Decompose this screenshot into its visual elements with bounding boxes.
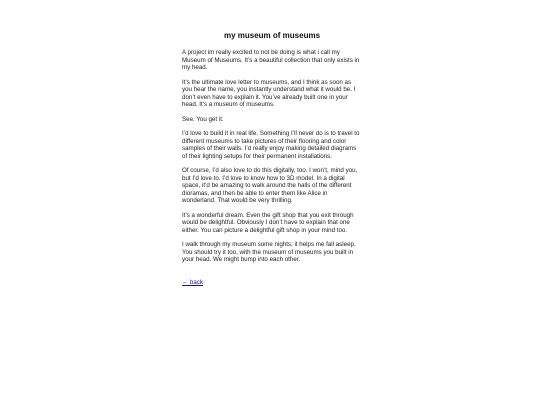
paragraph-walk-through: I walk through my museum some nights; it helps me fall asleep. You should try it too, with the museum of museums you built in your head. We might bump into each other. — [182, 241, 356, 263]
paragraph-gift-shop: It’s a wonderful dream. Even the gift shop that you exit through would be delightful. Obviously I don’t have to explain that one either. You can picture a delightful gift shop in your mind too. — [182, 211, 354, 234]
back-link[interactable]: ← back — [182, 278, 203, 286]
paragraph-intro: A project im really excited to not be doing is what i call my Museum of Museums. It’s a beautiful collection that only exists in my head. — [182, 49, 360, 71]
paragraph-see: See. You get it. — [182, 115, 224, 123]
page-title: my museum of museums — [223, 31, 321, 40]
paragraph-love-letter: It’s the ultimate love letter to museums, and I think as soon as you hear the name, you instantly understand what it would be. I don’t even have to explain it. You’ve already built one in your head. It’s a museum of museums. — [182, 78, 356, 108]
paragraph-digital: Of course, I’d also love to do this digitally, too. I won’t, mind you, but I’d love to. I’d love to know how to 3D model. In a digital space, it’d be amazing to walk around the halls of the different dioramas, and then be able to enter them like Alice in wonderland. That would be very thrilling. — [182, 167, 358, 204]
article — [182, 30, 362, 289]
paragraph-real-life: I’d love to build it in real life. Something I’ll never do is to travel to different museums to take pictures of their flooring and color samples of their walls. I’d really enjoy making detailed diagrams of their lighting setups for their permanent installations. — [182, 130, 360, 160]
